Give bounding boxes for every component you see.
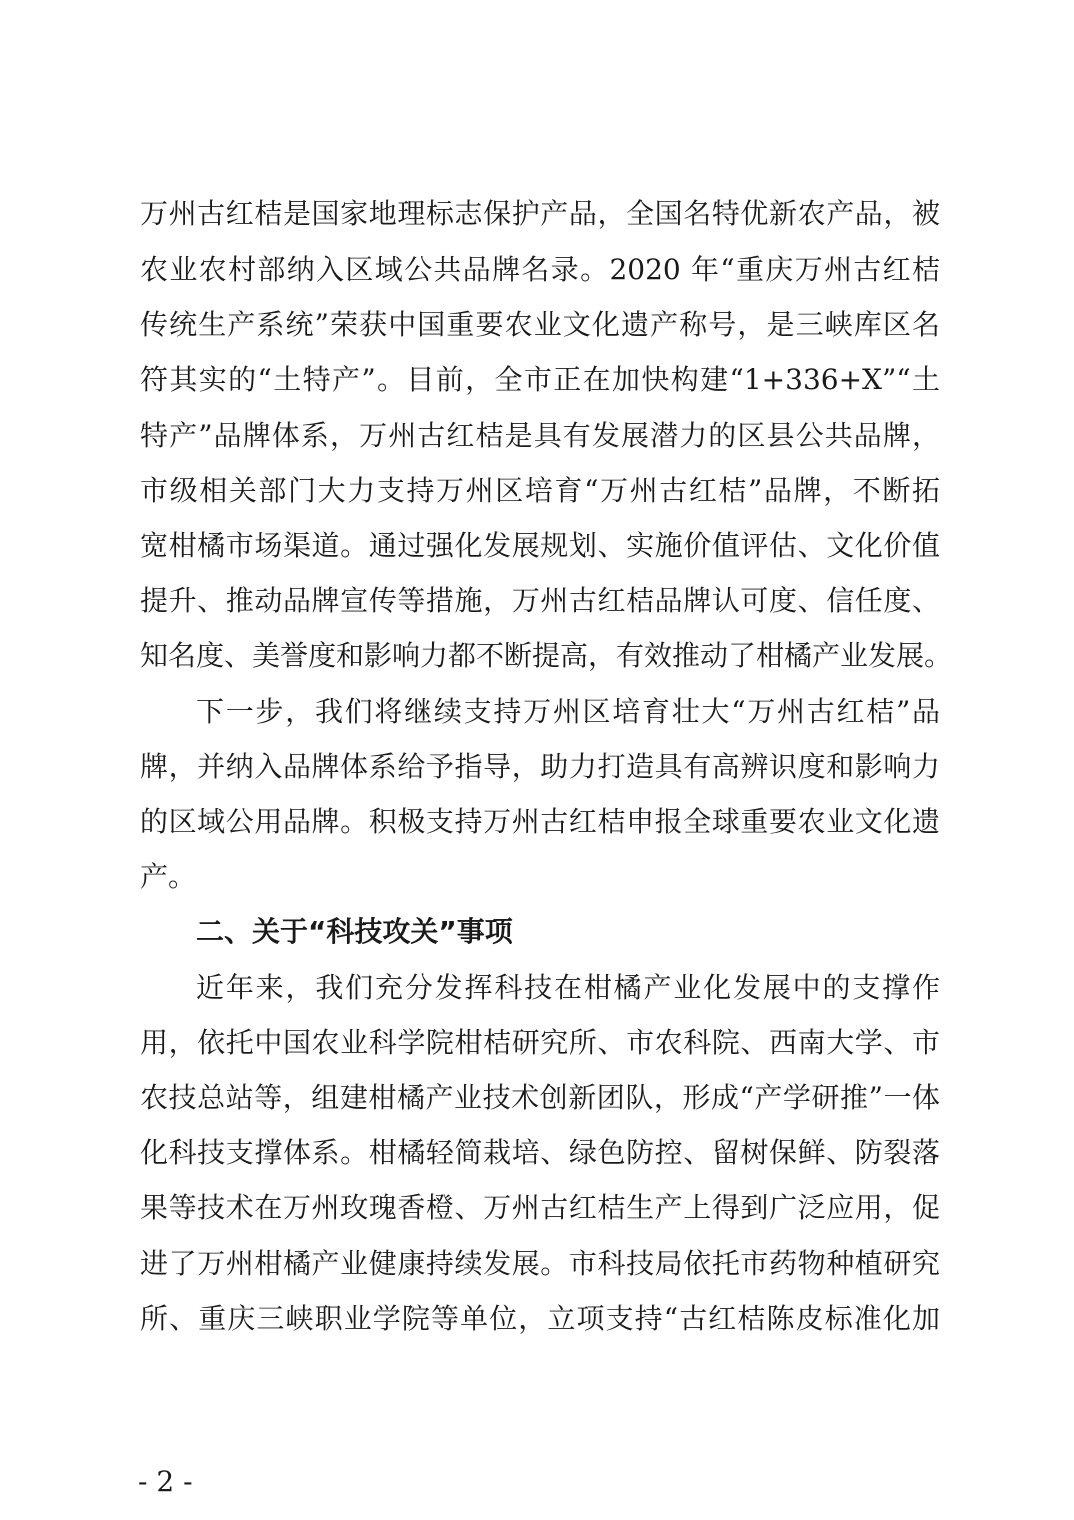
paragraph-line: 万州古红桔是国家地理标志保护产品，全国名特优新农产品，被 [140,197,940,230]
paragraph-line: 所、重庆三峡职业学院等单位，立项支持“古红桔陈皮标准化加 [140,1302,940,1335]
paragraph-line: 宽柑橘市场渠道。通过强化发展规划、实施价值评估、文化价值 [140,529,940,562]
paragraph-line: 进了万州柑橘产业健康持续发展。市科技局依托市药物种植研究 [140,1247,940,1280]
section-heading: 二、关于“科技攻关”事项 [196,915,513,948]
paragraph-line: 牌，并纳入品牌体系给予指导，助力打造具有高辨识度和影响力 [140,750,940,783]
page-number: - 2 - [138,1465,193,1498]
paragraph-line: 的区域公用品牌。积极支持万州古红桔申报全球重要农业文化遗 [140,805,940,838]
paragraph-line: 市级相关部门大力支持万州区培育“万州古红桔”品牌，不断拓 [140,474,940,507]
paragraph-line: 特产”品牌体系，万州古红桔是具有发展潜力的区县公共品牌， [140,419,940,452]
paragraph-line: 提升、推动品牌宣传等措施，万州古红桔品牌认可度、信任度、 [140,584,940,617]
paragraph-line: 产。 [140,860,197,893]
paragraph-line: 下一步，我们将继续支持万州区培育壮大“万州古红桔”品 [196,695,940,728]
paragraph-line: 农业农村部纳入区域公共品牌名录。2020 年“重庆万州古红桔 [140,253,940,286]
paragraph-line: 化科技支撑体系。柑橘轻简栽培、绿色防控、留树保鲜、防裂落 [140,1136,940,1169]
paragraph-line: 果等技术在万州玫瑰香橙、万州古红桔生产上得到广泛应用，促 [140,1191,940,1224]
paragraph-line: 传统生产系统”荣获中国重要农业文化遗产称号，是三峡库区名 [140,308,940,341]
paragraph-line: 近年来，我们充分发挥科技在柑橘产业化发展中的支撑作 [196,971,940,1004]
paragraph-line: 知名度、美誉度和影响力都不断提高，有效推动了柑橘产业发展。 [140,639,953,672]
paragraph-line: 用，依托中国农业科学院柑桔研究所、市农科院、西南大学、市 [140,1026,940,1059]
paragraph-line: 农技总站等，组建柑橘产业技术创新团队，形成“产学研推”一体 [140,1081,940,1114]
paragraph-line: 符其实的“土特产”。目前，全市正在加快构建“1+336+X”“土 [140,363,940,396]
